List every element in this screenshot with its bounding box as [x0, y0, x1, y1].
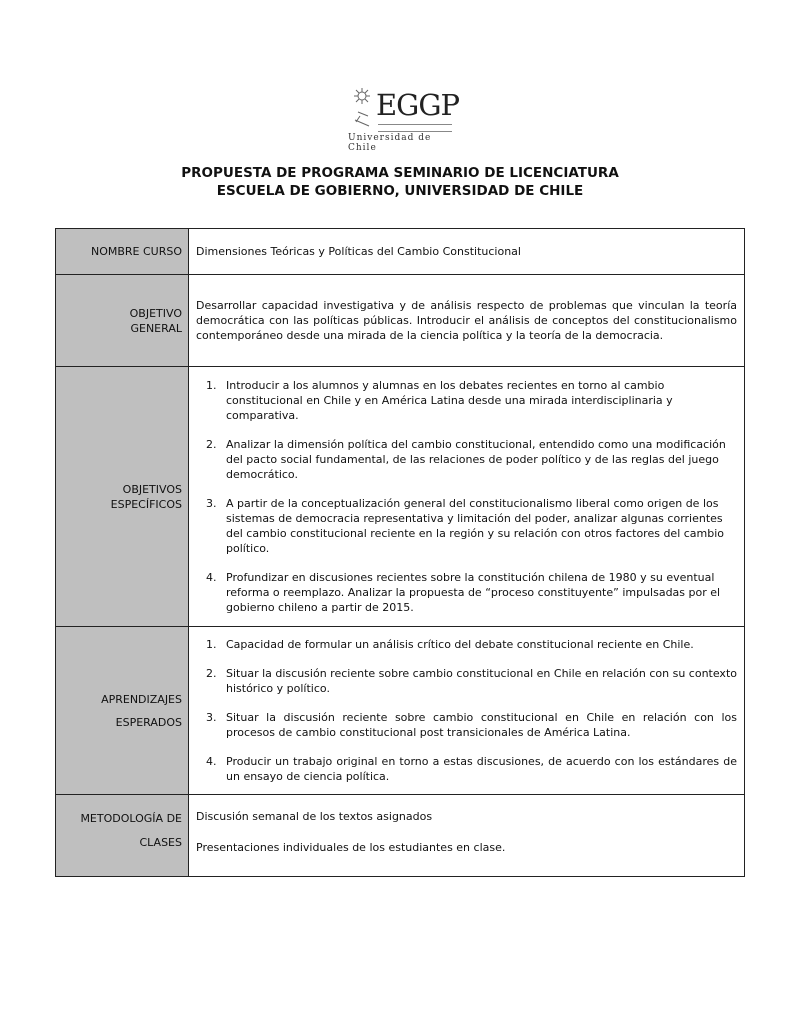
label-line: APRENDIZAJES: [101, 692, 182, 706]
row-nombre-curso: [56, 229, 745, 275]
logo-subtitle: Universidad de Chile: [348, 133, 432, 153]
title-line-1: PROPUESTA DE PROGRAMA SEMINARIO DE LICENCIATURA: [181, 165, 619, 181]
label-line: CLASES: [139, 836, 182, 849]
list-item: 2. Situar la discusión reciente sobre cambio constitucional en Chile en relación con su contexto histórico y político.: [220, 666, 737, 696]
label-nombre-curso: NOMBRE CURSO: [56, 229, 189, 275]
logo-rule: [378, 124, 452, 132]
label-aprendizajes-esperados: [56, 627, 189, 795]
row-aprendizajes-esperados: [56, 627, 745, 795]
row-objetivo-general: [56, 275, 745, 367]
method-item: Discusión semanal de los textos asignados: [196, 810, 433, 823]
row-objetivos-especificos: [56, 367, 745, 627]
list-item: 1. Introducir a los alumnos y alumnas en los debates recientes en torno al cambio constitucional en Chile y en América Latina desde una mirada interdisciplinaria y comparativa.: [220, 378, 737, 423]
label-line: ESPECÍFICOS: [110, 497, 182, 511]
label-line: OBJETIVO: [129, 306, 182, 320]
label-line: GENERAL: [130, 321, 182, 335]
list-item: 3. Situar la discusión reciente sobre cambio constitucional en Chile en relación con los procesos de cambio constitucional post transicionales de América Latina.: [220, 710, 737, 740]
program-table: [55, 228, 745, 877]
logo-emblem-icon: [350, 86, 376, 130]
method-item: Presentaciones individuales de los estudiantes en clase.: [196, 841, 506, 854]
value-objetivos-especificos: [189, 367, 745, 627]
title-line-2: ESCUELA DE GOBIERNO, UNIVERSIDAD DE CHILE: [216, 183, 584, 199]
value-aprendizajes-esperados: [189, 627, 745, 795]
value-objetivo-general: Desarrollar capacidad investigativa y de análisis respecto de problemas que vinculan la teoría democrática con las políticas públicas. Introducir el análisis de conceptos del constitucionalismo contemporáneo desde una mirada de la ciencia política y la teoría de la democracia.: [189, 275, 745, 367]
value-metodologia: [189, 795, 745, 877]
eggp-logo: [346, 84, 460, 153]
logo-text: EGGP: [376, 88, 460, 122]
list-item: 2. Analizar la dimensión política del cambio constitucional, entendido como una modificación del pacto social fundamental, de las relaciones de poder político y de las reglas del juego democrático.: [220, 437, 737, 482]
label-objetivos-especificos: [56, 367, 189, 627]
value-nombre-curso: Dimensiones Teóricas y Políticas del Cambio Constitucional: [189, 229, 745, 275]
row-metodologia: [56, 795, 745, 877]
list-item: 3. A partir de la conceptualización general del constitucionalismo liberal como origen de los sistemas de democracia representativa y limitación del poder, analizar algunas corrientes del cambio constitucional reciente en la región y su relación con otros factores del cambio político.: [220, 496, 737, 556]
list-item: 4. Producir un trabajo original en torno a estas discusiones, de acuerdo con los estándares de un ensayo de ciencia política.: [220, 754, 737, 784]
list-item: 4. Profundizar en discusiones recientes sobre la constitución chilena de 1980 y su eventual reforma o reemplazo. Analizar la propuesta de “proceso constituyente” impulsadas por el gobierno chileno a partir de 2015.: [220, 570, 737, 615]
label-line: ESPERADOS: [115, 715, 182, 729]
label-objetivo-general: [56, 275, 189, 367]
label-line: OBJETIVOS: [122, 482, 182, 496]
label-line: METODOLOGÍA DE: [80, 812, 182, 825]
list-item: 1. Capacidad de formular un análisis crítico del debate constitucional reciente en Chile.: [220, 637, 737, 652]
label-metodologia: [56, 795, 189, 877]
